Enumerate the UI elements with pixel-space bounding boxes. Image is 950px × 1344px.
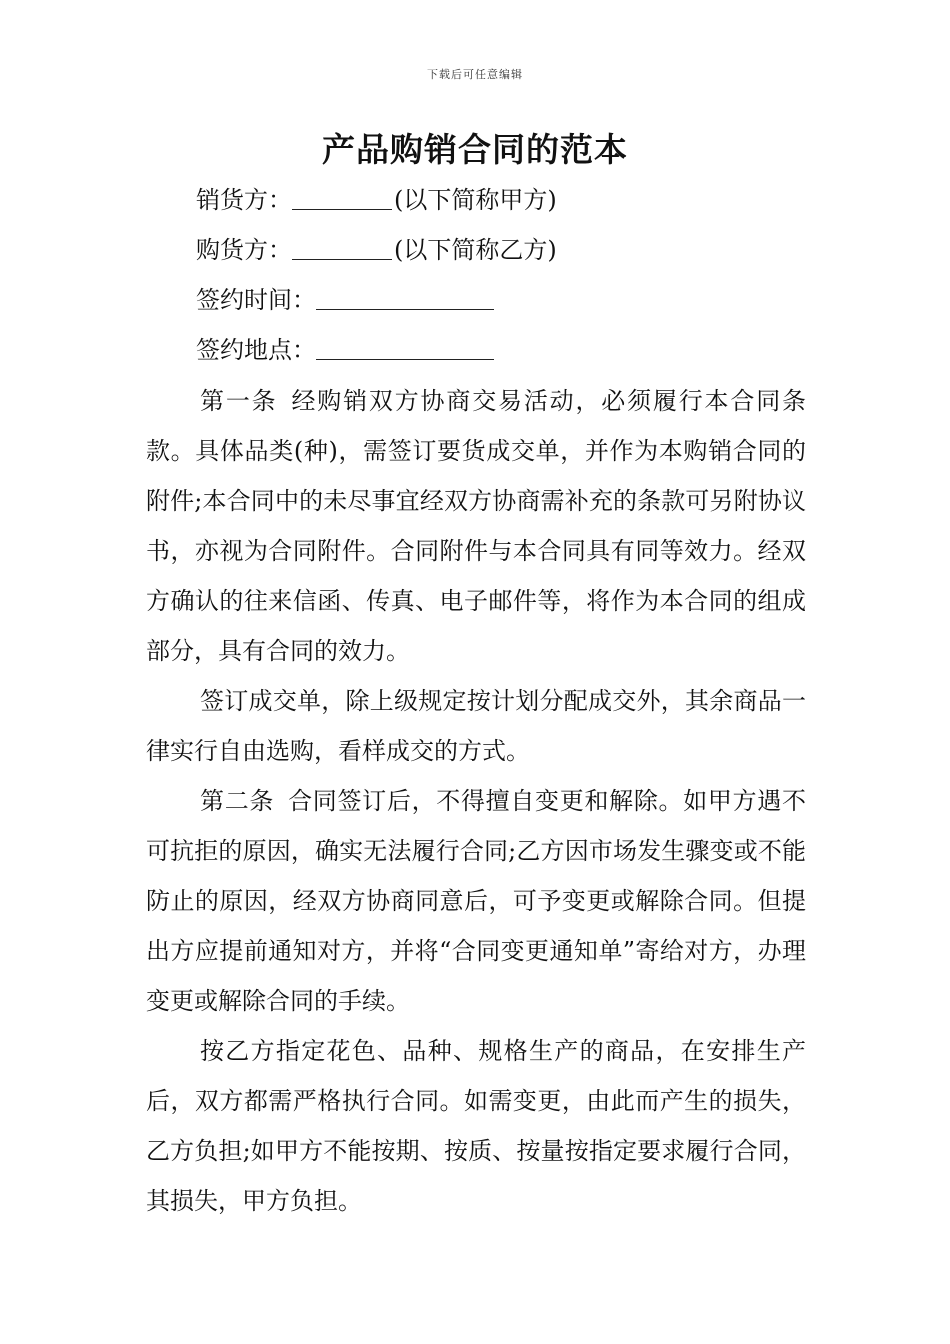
fill-blank — [292, 229, 392, 260]
header-note: 下载后可任意编辑 — [427, 68, 523, 81]
field-label: 购货方： — [196, 236, 292, 264]
fill-blank — [292, 179, 392, 210]
field-label: 签约地点： — [196, 336, 316, 364]
field-suffix: (以下简称甲方) — [394, 186, 557, 214]
field-sign-time — [196, 278, 816, 328]
paragraph — [146, 1026, 806, 1226]
field-label: 销货方： — [196, 186, 292, 214]
field-sign-place — [196, 328, 816, 378]
paragraph-clause-1 — [146, 376, 806, 676]
paragraph-text: 按乙方指定花色、品种、规格生产的商品，在安排生产后，双方都需严格执行合同。如需变更，由此而产生的损失，乙方负担;如甲方不能按期、按质、按量按指定要求履行合同，其损失，甲方负担。 — [146, 1037, 806, 1215]
paragraph-text: 合同签订后，不得擅自变更和解除。如甲方遇不可抗拒的原因，确实无法履行合同;乙方因市场发生骤变或不能防止的原因，经双方协商同意后，可予变更或解除合同。但提出方应提前通知对方，并将“合同变更通知单”寄给对方，办理变更或解除合同的手续。 — [146, 787, 807, 1015]
fill-blank — [316, 329, 494, 360]
field-buyer — [196, 228, 816, 278]
field-seller — [196, 178, 816, 228]
contract-fields — [196, 178, 816, 378]
paragraph-clause-2 — [146, 776, 806, 1026]
clause-heading: 第二条 — [200, 787, 275, 815]
page-title: 产品购销合同的范本 — [322, 130, 628, 169]
field-suffix: (以下简称乙方) — [394, 236, 557, 264]
clause-heading: 第一条 — [200, 387, 278, 415]
paragraph-text: 经购销双方协商交易活动，必须履行本合同条款。具体品类(种)，需签订要货成交单，并作为本购销合同的附件;本合同中的未尽事宜经双方协商需补充的条款可另附协议书，亦视为合同附件。合同附件与本合同具有同等效力。经双方确认的往来信函、传真、电子邮件等，将作为本合同的组成部分，具有合同的效力。 — [146, 387, 807, 665]
fill-blank — [316, 279, 494, 310]
field-label: 签约时间： — [196, 286, 316, 314]
paragraph — [146, 676, 806, 776]
paragraph-text: 签订成交单，除上级规定按计划分配成交外，其余商品一律实行自由选购，看样成交的方式。 — [146, 687, 806, 765]
contract-body — [146, 376, 806, 1226]
